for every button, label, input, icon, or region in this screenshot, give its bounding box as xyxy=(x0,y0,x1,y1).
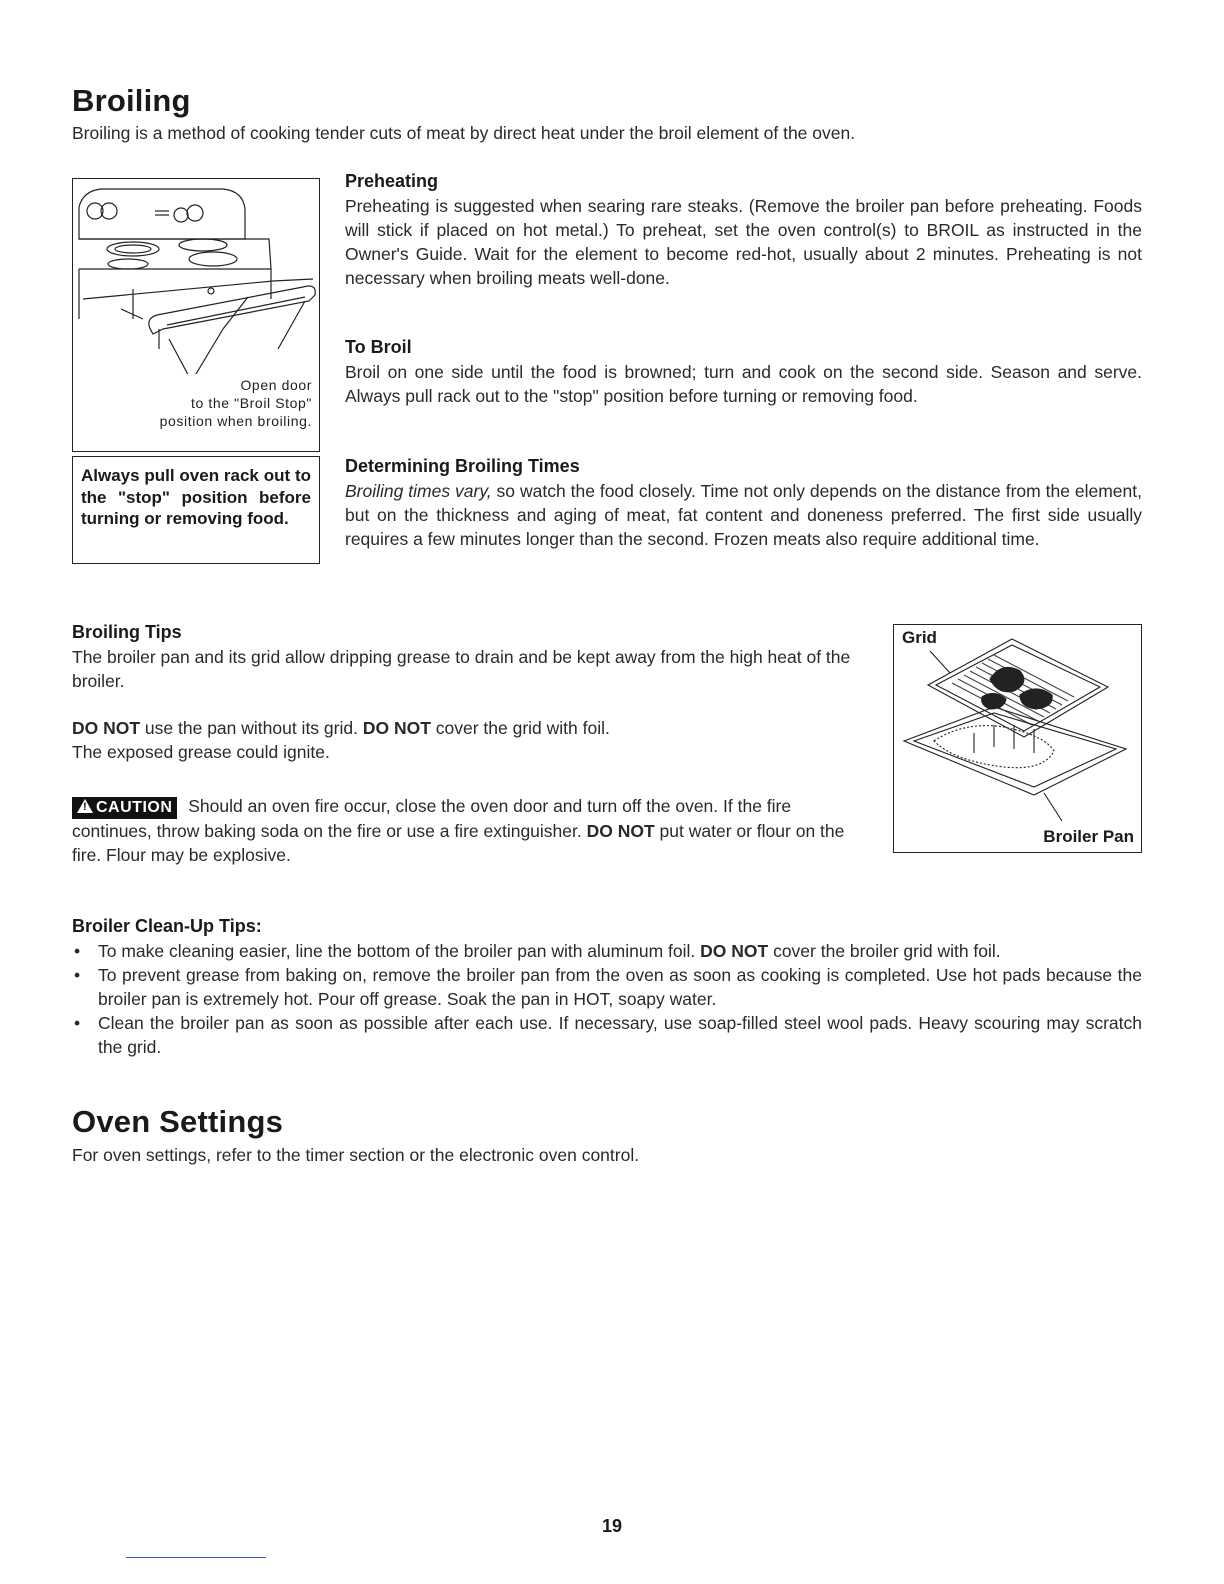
preheating-heading: Preheating xyxy=(345,171,439,191)
cleanup-item1-a: To make cleaning easier, line the bottom of the broiler pan with aluminum foil. xyxy=(98,941,701,961)
to-broil-text: Broil on one side until the food is browned; turn and cook on the second side. Season and serve. Always pull rack out to the "stop" position before turning or removing food. xyxy=(345,362,1142,406)
page-title-broiling: Broiling xyxy=(72,83,191,118)
caution-label: CAUTION xyxy=(96,799,173,816)
caution-badge xyxy=(72,797,177,819)
caption-line-1: Open door xyxy=(240,377,312,393)
do-not-line xyxy=(72,716,872,740)
oven-figure-box xyxy=(72,178,320,452)
preheating-text: Preheating is suggested when searing rare steaks. (Remove the broiler pan before preheating. Foods will stick if placed on hot metal.) To preheat, set the oven control(s) to BROIL as instructed in the Owner's Guide. Wait for the element to become red-hot, usually about 2 minutes. Preheating is not necessary when broiling meats well-done. xyxy=(345,196,1142,288)
footer-divider xyxy=(126,1557,266,1558)
oven-settings-text: For oven settings, refer to the timer section or the electronic oven control. xyxy=(72,1145,640,1165)
broiler-pan-label: Broiler Pan xyxy=(1043,827,1134,846)
caution-do-not: DO NOT xyxy=(586,821,655,841)
determining-heading: Determining Broiling Times xyxy=(345,456,580,476)
do-not-mid-2: cover the grid with foil. xyxy=(430,718,610,738)
exposed-grease-text: The exposed grease could ignite. xyxy=(72,742,330,762)
broiling-tips-text: The broiler pan and its grid allow dripping grease to drain and be kept away from the high heat of the broiler. xyxy=(72,647,851,691)
cleanup-item2: To prevent grease from baking on, remove the broiler pan from the oven as soon as cooking is completed. Use hot pads because the broiler pan is extremely hot. Pour off grease. Soak the pan in HOT, soapy water. xyxy=(98,965,1142,1009)
caution-paragraph xyxy=(72,794,870,867)
broiler-pan-illustration xyxy=(894,625,1140,825)
cleanup-item3: Clean the broiler pan as soon as possible after each use. If necessary, use soap-filled steel wool pads. Heavy scouring may scratch the grid. xyxy=(98,1013,1142,1057)
cleanup-item1-do-not: DO NOT xyxy=(700,941,769,961)
broiler-pan-figure-box xyxy=(893,624,1142,853)
cleanup-heading: Broiler Clean-Up Tips: xyxy=(72,916,262,936)
to-broil-heading: To Broil xyxy=(345,337,412,357)
cleanup-list xyxy=(72,939,1142,1059)
rack-warning-text: Always pull oven rack out to the "stop" position before turning or removing food. xyxy=(81,466,311,528)
oven-figure-caption xyxy=(92,376,312,430)
caption-line-3: position when broiling. xyxy=(159,413,312,429)
page-number: 19 xyxy=(601,1516,623,1536)
list-item: • Clean the broiler pan as soon as possible after each use. If necessary, use soap-filled steel wool pads. Heavy scouring may scratch the grid. xyxy=(74,1013,1142,1057)
caution-text-1: Should an oven fire occur, close the oven door and turn off the oven. If the fire continues, throw baking soda on the fire or use a fire extinguisher. xyxy=(72,796,792,841)
oven-door-illustration xyxy=(73,179,318,374)
caution-text-2: put water or flour on the fire. Flour may be explosive. xyxy=(72,821,845,865)
rack-warning-box xyxy=(72,456,320,564)
do-not-2: DO NOT xyxy=(362,718,431,738)
determining-body: so watch the food closely. Time not only depends on the distance from the element, but on the thickness and aging of meat, fat content and doneness preferred. The first side usually requires a few minutes longer than the second. Frozen meats also require additional time. xyxy=(345,481,1142,549)
broiling-tips-heading: Broiling Tips xyxy=(72,622,182,642)
list-item: • To make cleaning easier, line the bottom of the broiler pan with aluminum foil. DO NOT cover the broiler grid with foil. xyxy=(74,941,1001,961)
do-not-mid-1: use the pan without its grid. xyxy=(140,718,363,738)
determining-text xyxy=(345,479,1142,551)
caption-line-2: to the "Broil Stop" xyxy=(191,395,312,411)
list-item: • To prevent grease from baking on, remove the broiler pan from the oven as soon as cooking is completed. Use hot pads because the broiler pan is extremely hot. Pour off grease. Soak the pan in HOT, soapy water. xyxy=(74,965,1142,1009)
do-not-1: DO NOT xyxy=(72,718,141,738)
broiling-intro: Broiling is a method of cooking tender cuts of meat by direct heat under the broil element of the oven. xyxy=(72,123,856,143)
grid-label: Grid xyxy=(902,628,937,647)
cleanup-item1-c: cover the broiler grid with foil. xyxy=(768,941,1001,961)
page-title-oven-settings: Oven Settings xyxy=(72,1104,284,1139)
warning-triangle-icon: ! xyxy=(77,799,93,813)
determining-italic: Broiling times vary, xyxy=(345,481,492,501)
